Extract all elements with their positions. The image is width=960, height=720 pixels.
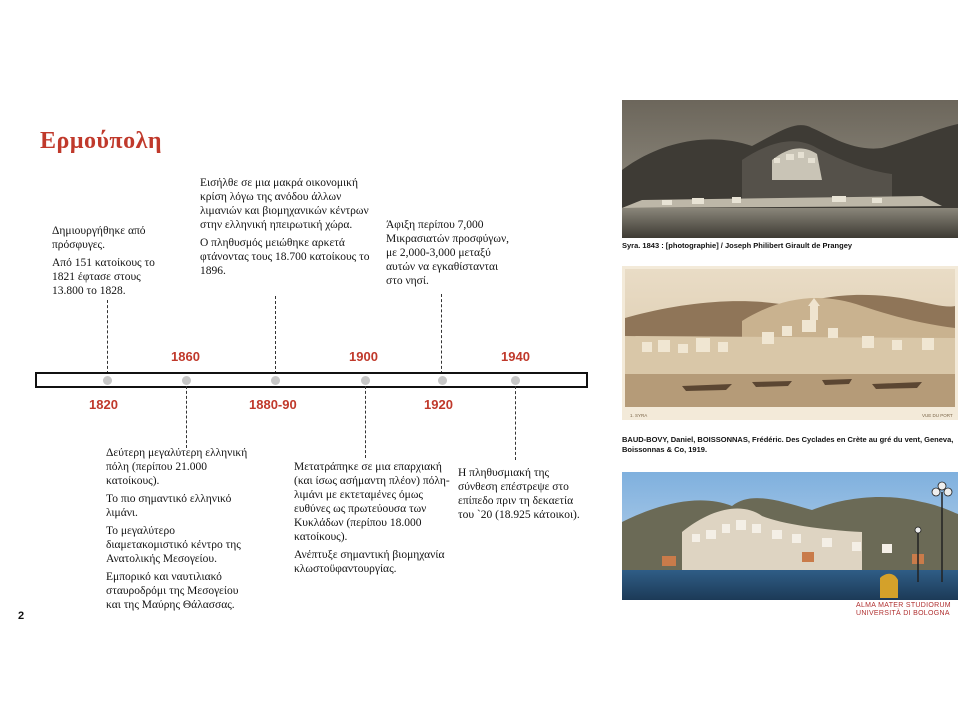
note-1900 [294,460,458,580]
note-1940 [458,466,588,526]
timeline-dot [438,376,447,385]
year-label: 1920 [424,397,453,412]
timeline-dot [511,376,520,385]
year-label: 1880-90 [249,397,297,412]
university-watermark [856,602,951,618]
year-label: 1860 [171,349,200,364]
note-text: Το μεγαλύτερο διαμετακομιστικό κέντρο της Ανατολικής Μεσογείου. [106,525,241,565]
note-text: Η πληθυσμιακή της σύνθεση επέστρεψε στο επίπεδο πριν τη δεκαετία του `20 (18.925 κάτοικοι). [458,467,580,521]
timeline-dot [103,376,112,385]
photo-syra-1919 [622,266,958,420]
year-label: 1820 [89,397,118,412]
page-title: Ερμούπολη [40,128,162,154]
note-text: Το πιο σημαντικό ελληνικό λιμάνι. [106,493,232,519]
year-label: 1940 [501,349,530,364]
connector-line [186,386,187,448]
note-text: Άφιξη περίπου 7,000 Μικρασιατών προσφύγων, με 2,000-3,000 μεταξύ αυτών να εγκαθίστανται στο νησί. [386,219,510,287]
year-label: 1900 [349,349,378,364]
note-text: Μετατράπηκε σε μια επαρχιακή (και ίσως ασήμαντη πλέον) πόλη-λιμάνι με εκτεταμένες όμως ευθύνες ως πρωτεύουσα των Κυκλάδων (περίπου 18.000 κατοίκους). [294,461,450,543]
note-text: Από 151 κατοίκους το 1821 έφτασε στους 13.800 το 1828. [52,257,155,297]
note-text: Ο πληθυσμός μειώθηκε αρκετά φτάνοντας τους 18.700 κατοίκους το 1896. [200,237,370,277]
photo-caption-2: BAUD-BOVY, Daniel, BOISSONNAS, Frédéric. Des Cyclades en Crète au gré du vent, Geneva, Boissonnas & Co, 1919. [622,435,954,454]
photo-syra-1919-image [622,266,958,420]
note-1820 [52,224,170,302]
connector-line [441,294,442,374]
photo-syra-1843 [622,100,958,238]
photo-syra-modern [622,472,958,600]
timeline-dot [361,376,370,385]
note-text: Εμπορικό και ναυτιλιακό σταυροδρόμι της Μεσογείου και της Μαύρης Θάλασσας. [106,571,239,611]
photo-syra-1843-image [622,100,958,238]
timeline-dot [182,376,191,385]
note-text: Εισήλθε σε μια μακρά οικονομική κρίση λόγω της ανόδου άλλων λιμανιών και βιομηχανικών κέντρων στην ελληνική ηπειρωτική χώρα. [200,177,369,231]
note-1880-90 [200,176,370,282]
note-text: Ανέπτυξε σημαντική βιομηχανία κλωστοϋφαντουργίας. [294,549,445,575]
watermark-line: ALMA MATER STUDIORUM [856,602,951,609]
photo-caption-1: Syra. 1843 : [photographie] / Joseph Philibert Girault de Prangey [622,241,853,250]
timeline-bar [35,372,588,388]
timeline-dot [271,376,280,385]
connector-line [275,296,276,374]
watermark-line: UNIVERSITÀ DI BOLOGNA [856,610,950,617]
note-text: Δημιουργήθηκε από πρόσφυγες. [52,225,146,251]
photo-mark-right: VUE DU PORT [922,413,953,418]
note-text: Δεύτερη μεγαλύτερη ελληνική πόλη (περίπου 21.000 κατοίκους). [106,447,248,487]
photo-mark-left: 1. SYRA [630,413,648,418]
page-number: 2 [18,610,25,622]
connector-line [107,300,108,374]
photo-syra-modern-image [622,472,958,600]
connector-line [515,386,516,460]
note-1860 [106,446,256,616]
connector-line [365,386,366,458]
note-1920 [386,218,516,292]
